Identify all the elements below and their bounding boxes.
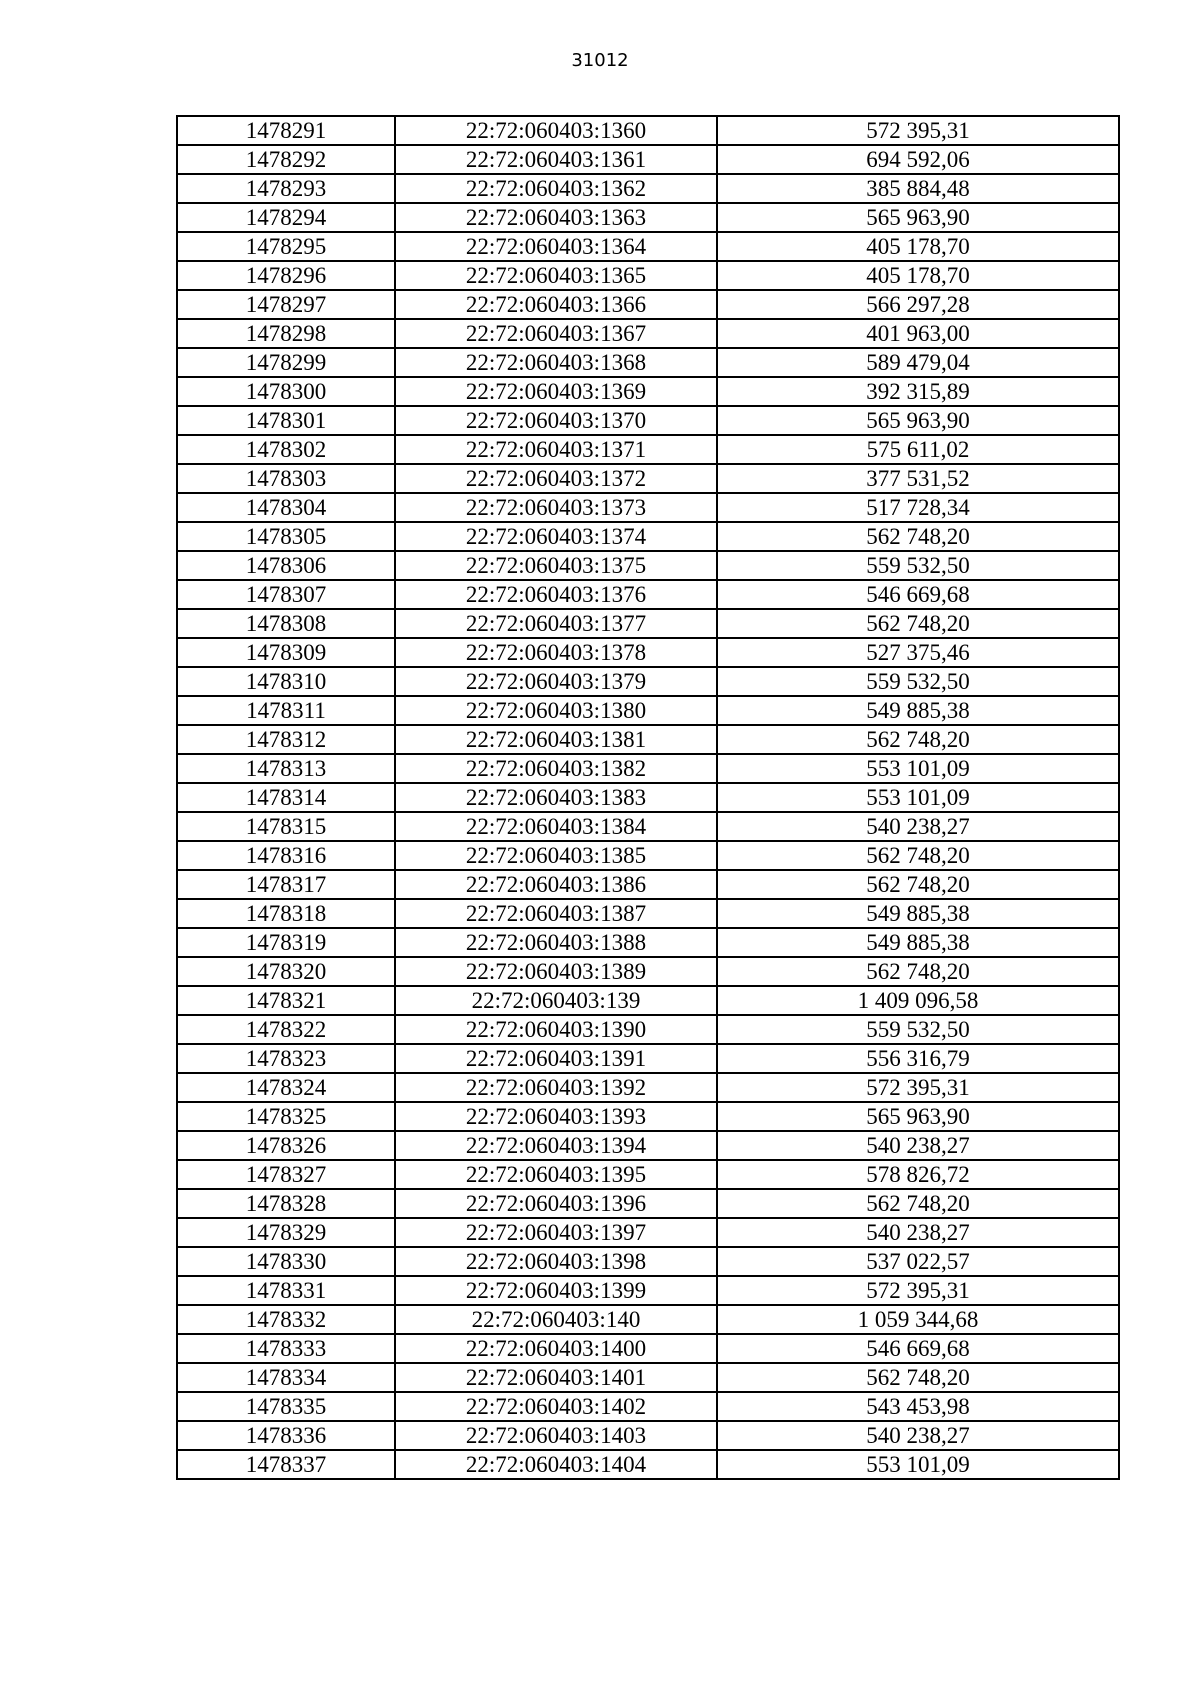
cadastral-number-cell: 22:72:060403:1371 xyxy=(395,435,717,464)
cadastral-number-cell: 22:72:060403:1370 xyxy=(395,406,717,435)
row-number-cell: 1478291 xyxy=(177,116,395,145)
cadastral-number-cell: 22:72:060403:1388 xyxy=(395,928,717,957)
cadastral-number-cell: 22:72:060403:1400 xyxy=(395,1334,717,1363)
row-number-cell: 1478320 xyxy=(177,957,395,986)
value-cell: 405 178,70 xyxy=(717,232,1119,261)
row-number-cell: 1478326 xyxy=(177,1131,395,1160)
value-cell: 562 748,20 xyxy=(717,522,1119,551)
cadastral-number-cell: 22:72:060403:1375 xyxy=(395,551,717,580)
value-cell: 377 531,52 xyxy=(717,464,1119,493)
table-row xyxy=(177,1102,1119,1131)
row-number-cell: 1478294 xyxy=(177,203,395,232)
value-cell: 1 059 344,68 xyxy=(717,1305,1119,1334)
table-row xyxy=(177,1450,1119,1479)
cadastral-number-cell: 22:72:060403:1376 xyxy=(395,580,717,609)
row-number-cell: 1478324 xyxy=(177,1073,395,1102)
table-row xyxy=(177,493,1119,522)
row-number-cell: 1478333 xyxy=(177,1334,395,1363)
table-row xyxy=(177,1305,1119,1334)
row-number-cell: 1478330 xyxy=(177,1247,395,1276)
table-row xyxy=(177,1247,1119,1276)
table-row xyxy=(177,1363,1119,1392)
table-row xyxy=(177,841,1119,870)
value-cell: 543 453,98 xyxy=(717,1392,1119,1421)
table-row xyxy=(177,435,1119,464)
value-cell: 546 669,68 xyxy=(717,1334,1119,1363)
value-cell: 540 238,27 xyxy=(717,812,1119,841)
value-cell: 562 748,20 xyxy=(717,870,1119,899)
value-cell: 694 592,06 xyxy=(717,145,1119,174)
row-number-cell: 1478318 xyxy=(177,899,395,928)
cadastral-number-cell: 22:72:060403:1386 xyxy=(395,870,717,899)
table-row xyxy=(177,551,1119,580)
row-number-cell: 1478313 xyxy=(177,754,395,783)
value-cell: 565 963,90 xyxy=(717,203,1119,232)
table-row xyxy=(177,870,1119,899)
table-row xyxy=(177,348,1119,377)
row-number-cell: 1478295 xyxy=(177,232,395,261)
value-cell: 562 748,20 xyxy=(717,725,1119,754)
table-body xyxy=(177,116,1119,1479)
cadastral-number-cell: 22:72:060403:1368 xyxy=(395,348,717,377)
table-row xyxy=(177,1015,1119,1044)
cadastral-number-cell: 22:72:060403:1384 xyxy=(395,812,717,841)
value-cell: 517 728,34 xyxy=(717,493,1119,522)
cadastral-number-cell: 22:72:060403:1387 xyxy=(395,899,717,928)
value-cell: 565 963,90 xyxy=(717,406,1119,435)
table-row xyxy=(177,1073,1119,1102)
cadastral-number-cell: 22:72:060403:1403 xyxy=(395,1421,717,1450)
row-number-cell: 1478297 xyxy=(177,290,395,319)
row-number-cell: 1478298 xyxy=(177,319,395,348)
table-row xyxy=(177,696,1119,725)
row-number-cell: 1478302 xyxy=(177,435,395,464)
row-number-cell: 1478293 xyxy=(177,174,395,203)
cadastral-number-cell: 22:72:060403:1360 xyxy=(395,116,717,145)
cadastral-number-cell: 22:72:060403:1404 xyxy=(395,1450,717,1479)
value-cell: 527 375,46 xyxy=(717,638,1119,667)
row-number-cell: 1478319 xyxy=(177,928,395,957)
cadastral-number-cell: 22:72:060403:1396 xyxy=(395,1189,717,1218)
table-row xyxy=(177,754,1119,783)
row-number-cell: 1478317 xyxy=(177,870,395,899)
value-cell: 589 479,04 xyxy=(717,348,1119,377)
cadastral-number-cell: 22:72:060403:1373 xyxy=(395,493,717,522)
row-number-cell: 1478309 xyxy=(177,638,395,667)
table-row xyxy=(177,145,1119,174)
value-cell: 562 748,20 xyxy=(717,1363,1119,1392)
cadastral-number-cell: 22:72:060403:1397 xyxy=(395,1218,717,1247)
value-cell: 553 101,09 xyxy=(717,1450,1119,1479)
cadastral-number-cell: 22:72:060403:1362 xyxy=(395,174,717,203)
cadastral-number-cell: 22:72:060403:1378 xyxy=(395,638,717,667)
value-cell: 553 101,09 xyxy=(717,783,1119,812)
cadastral-number-cell: 22:72:060403:1391 xyxy=(395,1044,717,1073)
cadastral-number-cell: 22:72:060403:1365 xyxy=(395,261,717,290)
cadastral-number-cell: 22:72:060403:1390 xyxy=(395,1015,717,1044)
value-cell: 537 022,57 xyxy=(717,1247,1119,1276)
table-row xyxy=(177,203,1119,232)
cadastral-number-cell: 22:72:060403:1379 xyxy=(395,667,717,696)
table-row xyxy=(177,522,1119,551)
cadastral-number-cell: 22:72:060403:1393 xyxy=(395,1102,717,1131)
value-cell: 549 885,38 xyxy=(717,899,1119,928)
value-cell: 405 178,70 xyxy=(717,261,1119,290)
row-number-cell: 1478314 xyxy=(177,783,395,812)
cadastral-number-cell: 22:72:060403:1385 xyxy=(395,841,717,870)
table-row xyxy=(177,638,1119,667)
cadastral-number-cell: 22:72:060403:1389 xyxy=(395,957,717,986)
row-number-cell: 1478316 xyxy=(177,841,395,870)
value-cell: 566 297,28 xyxy=(717,290,1119,319)
table-row xyxy=(177,290,1119,319)
cadastral-number-cell: 22:72:060403:1366 xyxy=(395,290,717,319)
row-number-cell: 1478306 xyxy=(177,551,395,580)
cadastral-number-cell: 22:72:060403:1364 xyxy=(395,232,717,261)
table-row xyxy=(177,232,1119,261)
value-cell: 540 238,27 xyxy=(717,1218,1119,1247)
row-number-cell: 1478299 xyxy=(177,348,395,377)
table-row xyxy=(177,1276,1119,1305)
value-cell: 540 238,27 xyxy=(717,1421,1119,1450)
value-cell: 392 315,89 xyxy=(717,377,1119,406)
row-number-cell: 1478334 xyxy=(177,1363,395,1392)
row-number-cell: 1478303 xyxy=(177,464,395,493)
row-number-cell: 1478327 xyxy=(177,1160,395,1189)
value-cell: 562 748,20 xyxy=(717,841,1119,870)
value-cell: 556 316,79 xyxy=(717,1044,1119,1073)
row-number-cell: 1478328 xyxy=(177,1189,395,1218)
cadastral-number-cell: 22:72:060403:1363 xyxy=(395,203,717,232)
table-row xyxy=(177,986,1119,1015)
cadastral-number-cell: 22:72:060403:1392 xyxy=(395,1073,717,1102)
row-number-cell: 1478312 xyxy=(177,725,395,754)
table-row xyxy=(177,1189,1119,1218)
value-cell: 572 395,31 xyxy=(717,116,1119,145)
cadastral-number-cell: 22:72:060403:1381 xyxy=(395,725,717,754)
cadastral-number-cell: 22:72:060403:1394 xyxy=(395,1131,717,1160)
row-number-cell: 1478325 xyxy=(177,1102,395,1131)
row-number-cell: 1478308 xyxy=(177,609,395,638)
value-cell: 546 669,68 xyxy=(717,580,1119,609)
page-number: 31012 xyxy=(571,50,629,71)
row-number-cell: 1478310 xyxy=(177,667,395,696)
table-row xyxy=(177,725,1119,754)
row-number-cell: 1478300 xyxy=(177,377,395,406)
table-row xyxy=(177,1218,1119,1247)
table-row xyxy=(177,812,1119,841)
table-row xyxy=(177,667,1119,696)
cadastral-number-cell: 22:72:060403:1383 xyxy=(395,783,717,812)
table-row xyxy=(177,609,1119,638)
row-number-cell: 1478292 xyxy=(177,145,395,174)
value-cell: 565 963,90 xyxy=(717,1102,1119,1131)
value-cell: 578 826,72 xyxy=(717,1160,1119,1189)
table-row xyxy=(177,406,1119,435)
table-row xyxy=(177,1392,1119,1421)
cadastral-number-cell: 22:72:060403:1372 xyxy=(395,464,717,493)
table-row xyxy=(177,899,1119,928)
row-number-cell: 1478332 xyxy=(177,1305,395,1334)
value-cell: 562 748,20 xyxy=(717,957,1119,986)
row-number-cell: 1478301 xyxy=(177,406,395,435)
cadastral-number-cell: 22:72:060403:1361 xyxy=(395,145,717,174)
table-row xyxy=(177,783,1119,812)
value-cell: 562 748,20 xyxy=(717,1189,1119,1218)
cadastral-number-cell: 22:72:060403:1402 xyxy=(395,1392,717,1421)
value-cell: 559 532,50 xyxy=(717,1015,1119,1044)
cadastral-number-cell: 22:72:060403:1399 xyxy=(395,1276,717,1305)
row-number-cell: 1478322 xyxy=(177,1015,395,1044)
row-number-cell: 1478305 xyxy=(177,522,395,551)
table-row xyxy=(177,1160,1119,1189)
value-cell: 540 238,27 xyxy=(717,1131,1119,1160)
table-row xyxy=(177,319,1119,348)
cadastral-number-cell: 22:72:060403:1401 xyxy=(395,1363,717,1392)
value-cell: 572 395,31 xyxy=(717,1276,1119,1305)
table-row xyxy=(177,1131,1119,1160)
cadastral-number-cell: 22:72:060403:1367 xyxy=(395,319,717,348)
row-number-cell: 1478323 xyxy=(177,1044,395,1073)
row-number-cell: 1478296 xyxy=(177,261,395,290)
row-number-cell: 1478331 xyxy=(177,1276,395,1305)
value-cell: 559 532,50 xyxy=(717,667,1119,696)
row-number-cell: 1478321 xyxy=(177,986,395,1015)
table-row xyxy=(177,261,1119,290)
value-cell: 385 884,48 xyxy=(717,174,1119,203)
table-row xyxy=(177,957,1119,986)
cadastral-number-cell: 22:72:060403:140 xyxy=(395,1305,717,1334)
table-row xyxy=(177,1421,1119,1450)
row-number-cell: 1478311 xyxy=(177,696,395,725)
table-row xyxy=(177,464,1119,493)
cadastral-number-cell: 22:72:060403:1380 xyxy=(395,696,717,725)
table-row xyxy=(177,580,1119,609)
row-number-cell: 1478335 xyxy=(177,1392,395,1421)
table-row xyxy=(177,174,1119,203)
cadastral-number-cell: 22:72:060403:1377 xyxy=(395,609,717,638)
row-number-cell: 1478315 xyxy=(177,812,395,841)
data-table xyxy=(176,115,1120,1480)
value-cell: 559 532,50 xyxy=(717,551,1119,580)
cadastral-number-cell: 22:72:060403:1369 xyxy=(395,377,717,406)
row-number-cell: 1478329 xyxy=(177,1218,395,1247)
value-cell: 549 885,38 xyxy=(717,928,1119,957)
value-cell: 1 409 096,58 xyxy=(717,986,1119,1015)
table-row xyxy=(177,377,1119,406)
value-cell: 575 611,02 xyxy=(717,435,1119,464)
value-cell: 553 101,09 xyxy=(717,754,1119,783)
table-row xyxy=(177,1044,1119,1073)
cadastral-number-cell: 22:72:060403:1395 xyxy=(395,1160,717,1189)
cadastral-number-cell: 22:72:060403:1382 xyxy=(395,754,717,783)
cadastral-number-cell: 22:72:060403:139 xyxy=(395,986,717,1015)
cadastral-number-cell: 22:72:060403:1398 xyxy=(395,1247,717,1276)
value-cell: 549 885,38 xyxy=(717,696,1119,725)
table-row xyxy=(177,1334,1119,1363)
row-number-cell: 1478336 xyxy=(177,1421,395,1450)
row-number-cell: 1478304 xyxy=(177,493,395,522)
value-cell: 572 395,31 xyxy=(717,1073,1119,1102)
row-number-cell: 1478307 xyxy=(177,580,395,609)
table-row xyxy=(177,116,1119,145)
cadastral-number-cell: 22:72:060403:1374 xyxy=(395,522,717,551)
row-number-cell: 1478337 xyxy=(177,1450,395,1479)
value-cell: 562 748,20 xyxy=(717,609,1119,638)
table-row xyxy=(177,928,1119,957)
value-cell: 401 963,00 xyxy=(717,319,1119,348)
